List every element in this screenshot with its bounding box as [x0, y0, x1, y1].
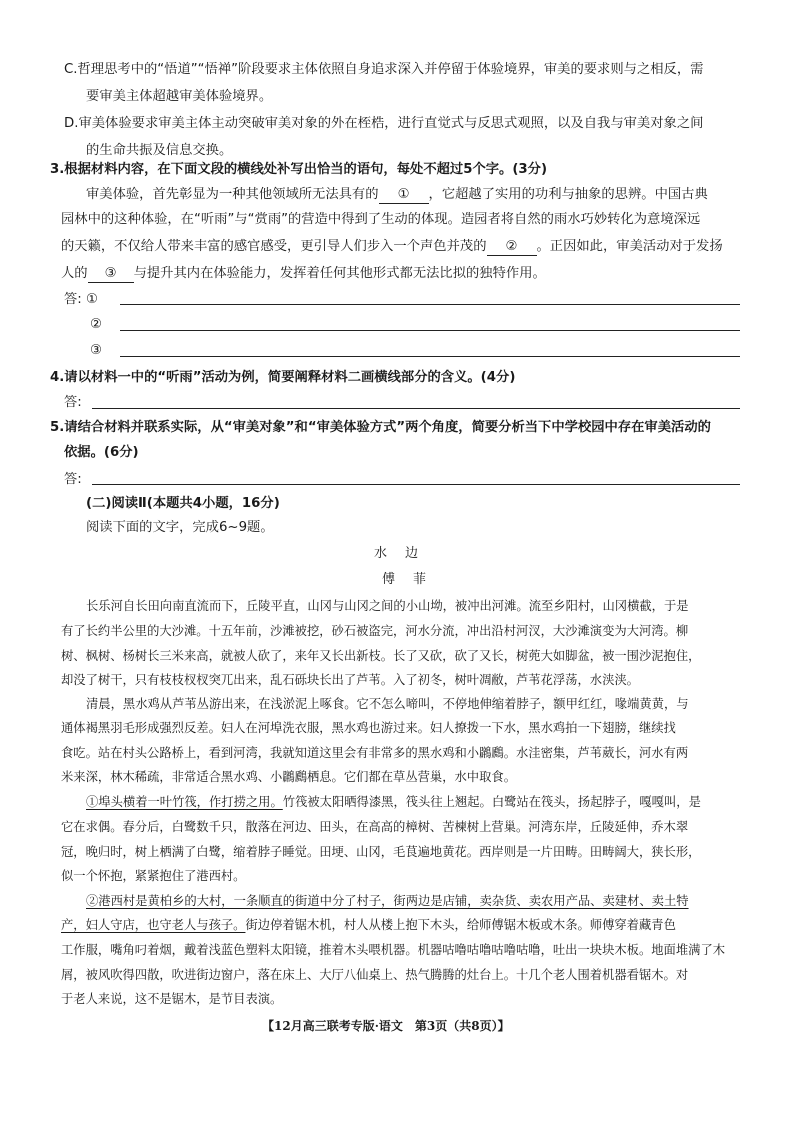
- story-line: 长乐河自长田向南直流而下，丘陵平直，山冈与山冈之间的小山坳，被冲出河滩。流至乡阳村，山冈横截，于是: [86, 599, 689, 613]
- q3-text: ，它超越了实用的功利与抽象的思辨。中国古典: [428, 187, 708, 202]
- q3-text: 。正因如此，审美活动对于发扬: [536, 239, 723, 254]
- answer-marker-3: ③: [90, 343, 102, 358]
- story-line: 它在求偶。春分后，白鹭数千只，散落在河边、田头，在高高的樟树、苦楝树上营巢。河湾东岸，丘陵延伸，乔木翠: [61, 820, 689, 834]
- blank-2: ②: [487, 239, 537, 256]
- q5-answer-line[interactable]: [92, 484, 740, 485]
- story-line: 却没了树干，只有枝枝杈杈突兀出来，乱石砾块长出了芦苇。入了初冬，树叶凋敝，芦苇花浮荡，水浃浃。: [61, 673, 639, 687]
- story-text: 街边停着锯木机，村人从楼上抱下木头，给师傅锯木板或木条。师傅穿着藏青色: [245, 918, 676, 932]
- option-c-line2: 要审美主体超越审美体验境界。: [86, 89, 273, 104]
- story-author: 傅菲: [382, 572, 445, 587]
- q3-passage-line2: 园林中的这种体验，在“听雨”与“赏雨”的营造中得到了生动的体现。造园者将自然的雨水巧妙转化为意境深远: [61, 212, 701, 227]
- q3-text: 审美体验，首先彰显为一种其他领域所无法具有的: [86, 187, 379, 202]
- story-line: 米来深，林木稀疏，非常适合黑水鸡、小鸊鷉栖息。它们都在草丛营巢，水中取食。: [61, 770, 516, 784]
- q3-text: 人的: [61, 266, 88, 281]
- underlined-sentence-2-end: 产，妇人守店，也守老人与孩子。: [61, 918, 246, 932]
- story-line: [61, 915, 676, 935]
- underlined-sentence-1: ①埠头横着一叶竹筏，作打捞之用。: [86, 795, 283, 809]
- answer-marker-1: ①: [86, 292, 98, 307]
- story-line: 食吃。站在村头公路桥上，看到河湾，我就知道这里会有非常多的黑水鸡和小鸊鷉。水洼密集，芦苇葳长，河水有两: [61, 746, 689, 760]
- answer-marker-2: ②: [90, 317, 102, 332]
- story-line: 似一个怀抱，紧紧抱住了港西村。: [61, 869, 246, 883]
- story-line: 树、枫树、杨树长三米来高，就被人砍了，来年又长出新枝。长了又砍，砍了又长，树蔸大如脚盆，被一围沙泥抱住，: [61, 649, 701, 663]
- q3-text: 与提升其内在体验能力，发挥着任何其他形式都无法比拟的独特作用。: [133, 266, 546, 281]
- blank-1: ①: [379, 187, 429, 204]
- q3-passage-line4: [61, 264, 546, 284]
- q3-passage-line1: [86, 185, 708, 205]
- q4-answer-line[interactable]: [92, 408, 740, 409]
- story-line: 冠，晚归时，树上栖满了白鹭，缩着脖子睡觉。田埂、山冈，毛茛遍地黄花。西岸则是一片田畴。田畴阔大，狭长形，: [61, 845, 701, 859]
- story-line: 有了长约半公里的大沙滩。十五年前，沙滩被挖，砂石被盗完，河水分流，冲出沿村河汊，大沙滩演变为大河湾。柳: [61, 624, 689, 638]
- q3-passage-line3: [61, 237, 723, 257]
- page-footer: 【12月高三联考专版·语文 第3页（共8页）】: [262, 1019, 510, 1033]
- story-line: 工作服，嘴角叼着烟，戴着浅蓝色塑料太阳镜，推着木头喂机器。机器咕噜咕噜咕噜咕噜，吐出一块块木板。地面堆满了木: [61, 943, 726, 957]
- question-3-stem: 3.根据材料内容，在下面文段的横线处补写出恰当的语句，每处不超过5个字。(3分): [50, 162, 548, 177]
- blank-3: ③: [88, 266, 134, 283]
- story-line: 通体褐黑羽毛形成强烈反差。妇人在河埠洗衣服，黑水鸡也游过来。妇人撩拨一下水，黑水鸡拍一下翅膀，继续找: [61, 721, 676, 735]
- answer-line-3[interactable]: [120, 356, 740, 357]
- section-instruction: 阅读下面的文字，完成6~9题。: [86, 520, 274, 535]
- section-header: (二)阅读Ⅱ(本题共4小题，16分): [86, 496, 280, 511]
- story-line: 清晨，黑水鸡从芦苇丛游出来，在浅淤泥上啄食。它不怎么啼叫，不停地伸缩着脖子，额甲红红，喙端黄黄，与: [86, 697, 689, 711]
- story-title: 水边: [374, 546, 437, 561]
- question-5-stem-2: 依据。(6分): [64, 445, 139, 460]
- q5-answer-label: 答:: [64, 472, 82, 487]
- q3-text: 的天籁，不仅给人带来丰富的感官感受，更引导人们步入一个声色并茂的: [61, 239, 487, 254]
- q4-answer-label: 答:: [64, 395, 82, 410]
- answer-line-1[interactable]: [120, 304, 740, 305]
- option-d-line2: 的生命共振及信息交换。: [86, 143, 233, 158]
- underlined-sentence-2: ②港西村是黄柏乡的大村，一条顺直的街道中分了村子，街两边是店铺，卖杂货、卖农用产品、卖建材、卖土特: [86, 894, 689, 908]
- story-line: [86, 792, 701, 812]
- q3-answer-label: 答:: [64, 292, 82, 307]
- question-5-stem-1: 5.请结合材料并联系实际，从“审美对象”和“审美体验方式”两个角度，简要分析当下中学校园中存在审美活动的: [50, 420, 711, 435]
- answer-line-2[interactable]: [120, 330, 740, 331]
- story-text: 竹筏被太阳晒得漆黑，筏头往上翘起。白鹭站在筏头，扬起脖子，嘎嘎叫，是: [282, 795, 701, 809]
- question-4-stem: 4.请以材料一中的“听雨”活动为例，简要阐释材料二画横线部分的含义。(4分): [50, 370, 516, 385]
- option-c-line1: C.哲理思考中的“悟道”“悟禅”阶段要求主体依照自身追求深入并停留于体验境界，审美的要求则与之相反，需: [64, 62, 704, 77]
- story-line: 屑，被风吹得四散，吹进街边窗户，落在床上、大厅八仙桌上、热气腾腾的灶台上。十几个老人围着机器看锯木。对: [61, 968, 689, 982]
- option-d-line1: D.审美体验要求审美主体主动突破审美对象的外在桎梏，进行直觉式与反思式观照，以及自我与审美对象之间: [64, 116, 704, 131]
- story-line: 于老人来说，这不是锯木，是节目表演。: [61, 992, 283, 1006]
